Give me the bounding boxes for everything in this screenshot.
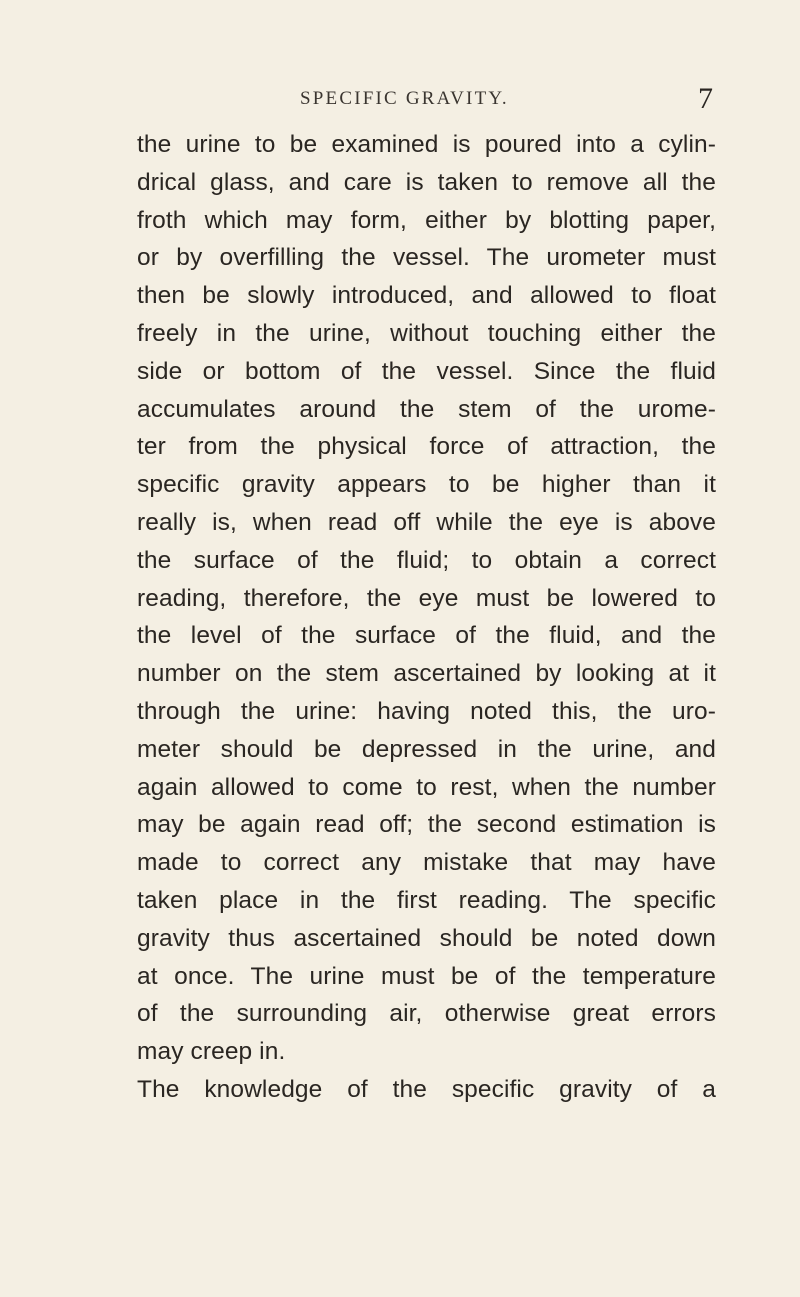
text-line: may be again read off; the second estimation is [137,811,716,839]
running-head [0,84,800,114]
text-line: or by overfilling the vessel. The urometer must [137,244,716,272]
text-line: froth which may form, either by blotting paper, [137,206,716,234]
text-line: at once. The urine must be of the temperature [137,962,716,990]
text-line: reading, therefore, the eye must be lowered to [137,584,716,612]
text-line: again allowed to come to rest, when the number [137,773,716,801]
page-number: 7 [698,82,713,115]
text-line: accumulates around the stem of the urome- [137,395,716,423]
text-line: number on the stem ascertained by looking at it [137,660,716,688]
text-line: gravity thus ascertained should be noted down [137,924,716,952]
running-title: SPECIFIC GRAVITY. [300,88,509,109]
text-line: The knowledge of the specific gravity of a [137,1075,716,1103]
text-line: side or bottom of the vessel. Since the fluid [137,357,716,385]
text-line: of the surrounding air, otherwise great errors [137,1000,716,1028]
text-line: ter from the physical force of attraction, the [137,433,716,461]
body-text [137,126,716,1109]
text-line: drical glass, and care is taken to remove all the [137,168,716,196]
paragraph-2 [137,1071,716,1109]
text-line: taken place in the first reading. The specific [137,886,716,914]
text-line: then be slowly introduced, and allowed to float [137,282,716,310]
text-line: freely in the urine, without touching either the [137,319,716,347]
paragraph-1 [137,126,716,1071]
text-line: may creep in. [137,1038,286,1066]
text-line: through the urine: having noted this, the uro- [137,697,716,725]
text-line: really is, when read off while the eye is above [137,508,716,536]
text-line: made to correct any mistake that may have [137,849,716,877]
text-line: meter should be depressed in the urine, and [137,735,716,763]
text-line: the surface of the fluid; to obtain a correct [137,546,716,574]
text-line: specific gravity appears to be higher than it [137,471,716,499]
text-line: the urine to be examined is poured into a cylin- [137,131,716,158]
text-line: the level of the surface of the fluid, and the [137,622,716,650]
